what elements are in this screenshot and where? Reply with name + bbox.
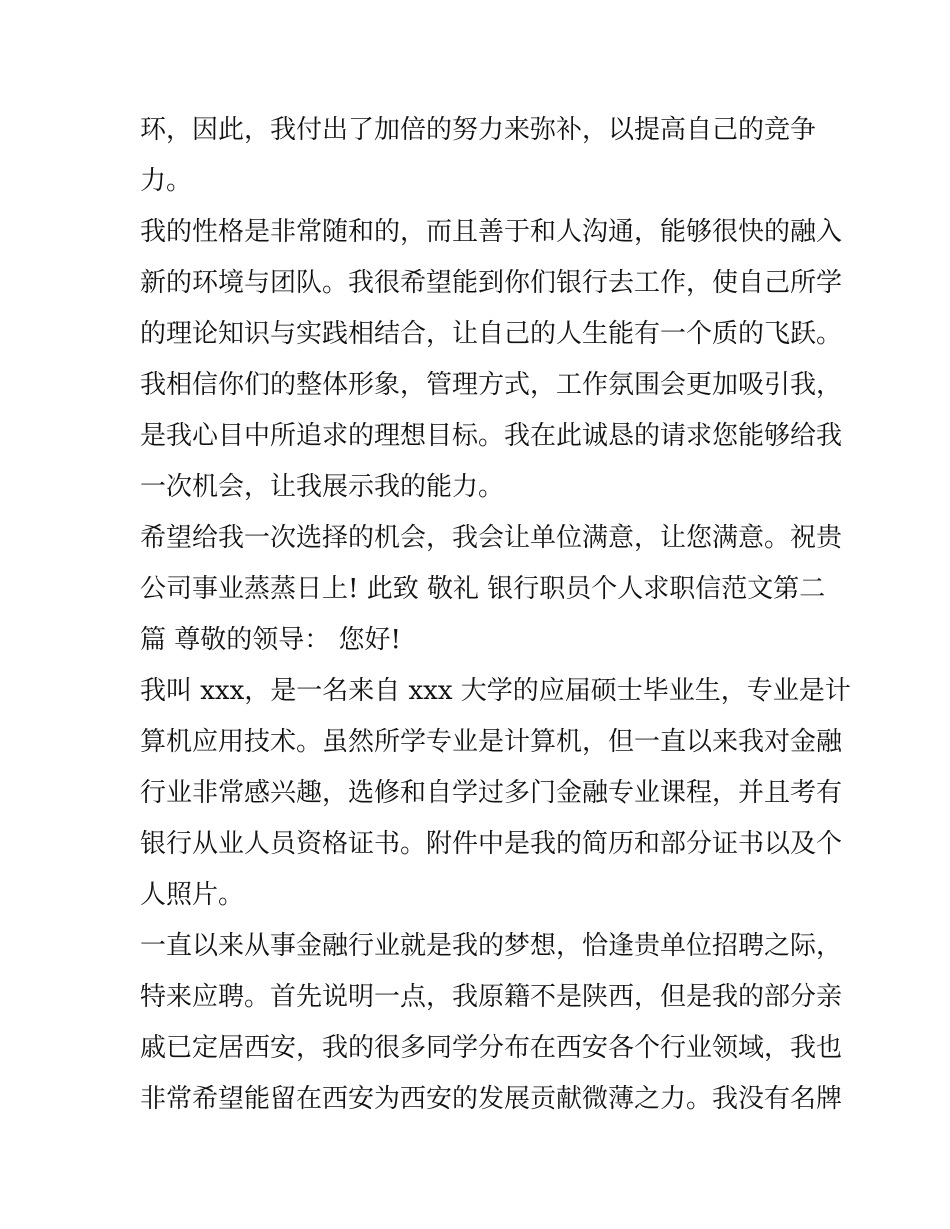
text-line: 人照片。 [140, 880, 245, 910]
text-line: 我相信你们的整体形象，管理方式，工作氛围会更加吸引我， [140, 370, 843, 400]
text-line: 我的性格是非常随和的，而且善于和人沟通，能够很快的融入 [140, 217, 843, 247]
text-line: 算机应用技术。虽然所学专业是计算机，但一直以来我对金融 [140, 727, 843, 757]
text-line: 环，因此，我付出了加倍的努力来弥补，以提高自己的竞争 [140, 115, 817, 145]
text-line: 新的环境与团队。我很希望能到你们银行去工作，使自己所学 [140, 268, 843, 298]
letter-body [140, 105, 851, 1125]
text-line: 一次机会，让我展示我的能力。 [140, 472, 505, 502]
text-line: 的理论知识与实践相结合，让自己的人生能有一个质的飞跃。 [140, 319, 843, 349]
text-line: 篇 尊敬的领导： 您好! [140, 625, 401, 655]
text-line: 我叫 xxx，是一名来自 xxx 大学的应届硕士毕业生，专业是计 [140, 676, 851, 706]
text-line: 戚已定居西安，我的很多同学分布在西安各个行业领域，我也 [140, 1033, 843, 1063]
text-line: 非常希望能留在西安为西安的发展贡献微薄之力。我没有名牌 [140, 1084, 843, 1114]
text-line: 是我心目中所追求的理想目标。我在此诚恳的请求您能够给我 [140, 421, 843, 451]
text-line: 特来应聘。首先说明一点，我原籍不是陕西，但是我的部分亲 [140, 982, 843, 1012]
text-line: 一直以来从事金融行业就是我的梦想，恰逢贵单位招聘之际， [140, 931, 843, 961]
text-line: 希望给我一次选择的机会，我会让单位满意，让您满意。祝贵 [140, 523, 843, 553]
text-line: 银行从业人员资格证书。附件中是我的简历和部分证书以及个 [140, 829, 843, 859]
text-line: 公司事业蒸蒸日上! 此致 敬礼 银行职员个人求职信范文第二 [140, 574, 826, 604]
text-line: 行业非常感兴趣，选修和自学过多门金融专业课程，并且考有 [140, 778, 843, 808]
text-line: 力。 [140, 166, 193, 196]
